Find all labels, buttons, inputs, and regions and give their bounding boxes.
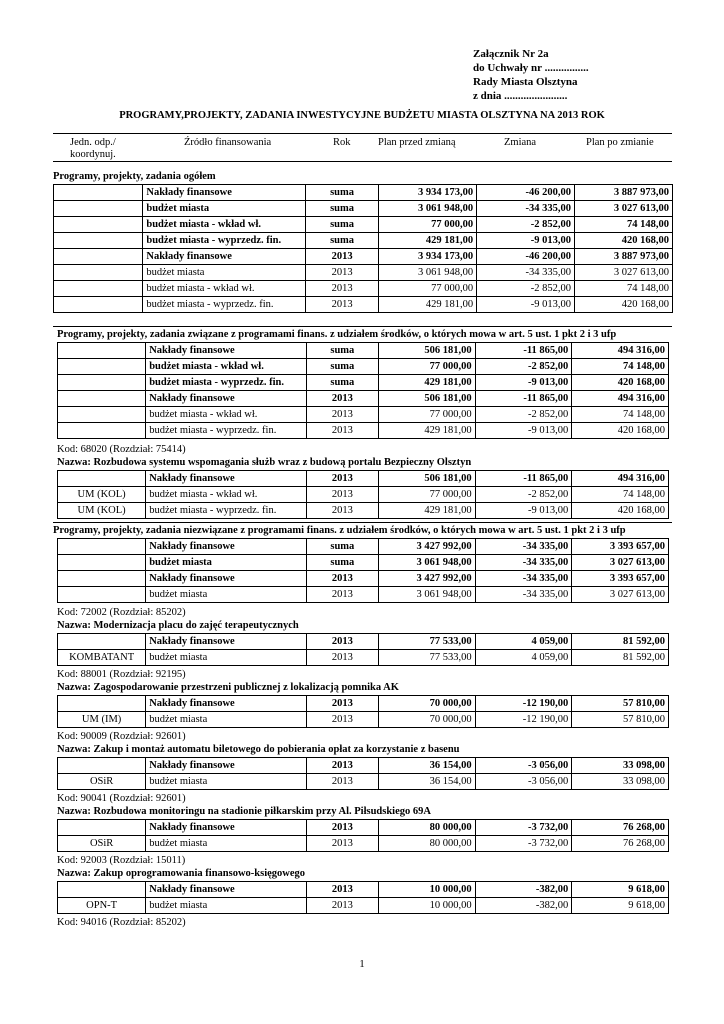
table-cell: budżet miasta - wkład wł. [146,407,306,423]
table-row [58,898,669,914]
data-table [57,695,669,728]
table-cell [58,407,146,423]
table-cell: suma [306,375,378,391]
table-cell: budżet miasta [143,265,306,281]
table-cell: 3 427 992,00 [378,539,475,555]
table-cell [58,539,146,555]
table-cell [58,359,146,375]
table-cell: 2013 [306,898,378,914]
table-cell: budżet miasta - wkład wł. [143,281,306,297]
col-jedn-line2: koordynuj. [70,149,116,160]
col-plan-przed: Plan przed zmianą [378,137,456,148]
table-cell: 2013 [306,587,378,603]
table-cell: Nakłady finansowe [146,571,306,587]
data-table [57,881,669,914]
table-cell: -34 335,00 [475,555,572,571]
table-cell: 76 268,00 [572,836,669,852]
table-cell: budżet miasta - wkład wł. [143,217,306,233]
table-cell: -3 732,00 [475,820,572,836]
table-cell: suma [305,233,378,249]
table-cell: -11 865,00 [475,391,572,407]
table-cell: OPN-T [58,898,146,914]
table-cell [54,249,143,265]
table-cell: 77 000,00 [378,487,475,503]
table-row [54,297,673,313]
table-row [58,758,669,774]
entry-name: Nazwa: Modernizacja placu do zajęć terapeutycznych [57,620,299,631]
table-cell: -2 852,00 [475,359,572,375]
table-cell: 506 181,00 [378,471,475,487]
table-cell: budżet miasta - wyprzedz. fin. [146,503,306,519]
entry-code: Kod: 68020 (Rozdział: 75414) [57,444,186,455]
table-cell: -2 852,00 [477,281,575,297]
section-rule [53,522,672,523]
table-cell: budżet miasta - wkład wł. [146,487,306,503]
table-cell: 494 316,00 [572,343,669,359]
table-cell: 81 592,00 [572,650,669,666]
table-cell: budżet miasta [143,201,306,217]
section-title: Programy, projekty, zadania niezwiązane z programami finans. z udziałem środków, o których mowa w art. 5 ust. 1 pkt 2 i 3 ufp [53,525,626,536]
col-jedn [70,137,116,161]
column-headers [53,133,672,162]
table-cell [58,882,146,898]
table-cell: 81 592,00 [572,634,669,650]
table-row [58,774,669,790]
table-row [58,503,669,519]
table-row [54,281,673,297]
table-cell: 2013 [305,297,378,313]
table-cell: 2013 [306,650,378,666]
table-cell: 2013 [306,471,378,487]
table-cell: suma [305,185,378,201]
entry-code: Kod: 92003 (Rozdział: 15011) [57,855,186,866]
table-cell: 506 181,00 [378,343,475,359]
table-row [58,471,669,487]
table-cell [54,201,143,217]
table-cell: suma [306,343,378,359]
table-cell: -46 200,00 [477,249,575,265]
table-cell: budżet miasta - wyprzedz. fin. [146,423,306,439]
entry-code: Kod: 90041 (Rozdział: 92601) [57,793,186,804]
table-cell: 3 027 613,00 [575,265,673,281]
table-cell: budżet miasta [146,650,306,666]
table-cell: 2013 [306,571,378,587]
table-cell: 2013 [306,634,378,650]
table-cell: -2 852,00 [475,487,572,503]
table-cell [54,185,143,201]
table-cell: 3 061 948,00 [379,265,477,281]
section-rule [53,326,672,327]
table-cell: 80 000,00 [378,836,475,852]
col-rok: Rok [333,137,351,148]
table-cell: -34 335,00 [477,265,575,281]
table-cell [58,634,146,650]
table-cell [58,471,146,487]
table-cell [58,758,146,774]
data-table [57,819,669,852]
table-cell: 33 098,00 [572,758,669,774]
table-cell: 420 168,00 [572,375,669,391]
table-row [54,265,673,281]
table-cell: -9 013,00 [477,297,575,313]
table-cell: 420 168,00 [575,233,673,249]
table-cell: 74 148,00 [572,407,669,423]
col-zrodlo: Źródło finansowania [184,137,272,148]
table-cell: -34 335,00 [475,571,572,587]
table-cell: 2013 [306,487,378,503]
entry-name: Nazwa: Zakup oprogramowania finansowo-księgowego [57,868,306,879]
data-table [57,538,669,603]
table-cell: 3 393 657,00 [572,539,669,555]
section-title: Programy, projekty, zadania ogółem [53,171,216,182]
entry-code: Kod: 88001 (Rozdział: 92195) [57,669,186,680]
table-cell: Nakłady finansowe [146,696,306,712]
table-cell: budżet miasta [146,587,306,603]
table-cell: 74 148,00 [572,487,669,503]
attachment-number: Załącznik Nr 2a [473,48,549,60]
table-cell [58,391,146,407]
table-cell: 420 168,00 [575,297,673,313]
table-cell: 70 000,00 [378,696,475,712]
table-cell: 4 059,00 [475,634,572,650]
entry-name: Nazwa: Zakup i montaż automatu biletowego do pobierania opłat za korzystanie z basenu [57,744,460,755]
table-cell [58,571,146,587]
table-cell: 33 098,00 [572,774,669,790]
table-row [58,650,669,666]
table-row [54,233,673,249]
table-cell: 2013 [306,712,378,728]
table-cell [58,587,146,603]
table-cell: 429 181,00 [378,423,475,439]
table-cell: 70 000,00 [378,712,475,728]
table-cell: 10 000,00 [378,882,475,898]
table-cell: 420 168,00 [572,423,669,439]
table-cell: -3 056,00 [475,758,572,774]
table-cell: 74 148,00 [572,359,669,375]
document-title: PROGRAMY,PROJEKTY, ZADANIA INWESTYCYJNE BUDŻETU MIASTA OLSZTYNA NA 2013 ROK [119,110,605,121]
table-cell: Nakłady finansowe [146,471,306,487]
table-row [58,634,669,650]
table-cell: budżet miasta - wyprzedz. fin. [146,375,306,391]
table-cell: Nakłady finansowe [146,758,306,774]
table-row [58,343,669,359]
table-cell: -3 732,00 [475,836,572,852]
table-cell: budżet miasta [146,555,306,571]
table-cell: 74 148,00 [575,281,673,297]
table-row [58,587,669,603]
table-cell: -9 013,00 [477,233,575,249]
table-cell: 77 000,00 [378,407,475,423]
table-row [58,696,669,712]
table-cell: 2013 [306,820,378,836]
table-cell: budżet miasta [146,774,306,790]
table-cell: 3 027 613,00 [575,201,673,217]
table-cell: 3 061 948,00 [379,201,477,217]
table-cell [54,297,143,313]
table-cell: -34 335,00 [475,539,572,555]
table-cell: Nakłady finansowe [143,185,306,201]
table-cell: 2013 [305,281,378,297]
table-cell: 429 181,00 [378,503,475,519]
table-cell: KOMBATANT [58,650,146,666]
table-cell: 429 181,00 [379,233,477,249]
table-cell [54,217,143,233]
table-cell: suma [306,359,378,375]
table-cell: OSiR [58,836,146,852]
table-cell: -2 852,00 [477,217,575,233]
table-cell [58,820,146,836]
table-row [58,359,669,375]
table-cell: 77 533,00 [378,634,475,650]
table-cell: 3 934 173,00 [379,185,477,201]
table-cell: 420 168,00 [572,503,669,519]
table-cell: 3 887 973,00 [575,249,673,265]
table-row [54,249,673,265]
table-cell: 3 027 613,00 [572,587,669,603]
table-cell: Nakłady finansowe [146,391,306,407]
table-cell [54,265,143,281]
table-cell: -9 013,00 [475,503,572,519]
table-cell: -12 190,00 [475,712,572,728]
table-cell: Nakłady finansowe [146,343,306,359]
table-cell: UM (KOL) [58,503,146,519]
table-cell: -46 200,00 [477,185,575,201]
table-cell: budżet miasta [146,712,306,728]
entry-name: Nazwa: Rozbudowa monitoringu na stadionie piłkarskim przy Al. Piłsudskiego 69A [57,806,431,817]
table-cell: 2013 [306,423,378,439]
table-cell: 57 810,00 [572,712,669,728]
table-cell: 2013 [306,774,378,790]
table-cell: -11 865,00 [475,471,572,487]
table-cell: 3 027 613,00 [572,555,669,571]
entry-name: Nazwa: Zagospodarowanie przestrzeni publicznej z lokalizacją pomnika AK [57,682,399,693]
table-cell: 494 316,00 [572,471,669,487]
section-title: Programy, projekty, zadania związane z programami finans. z udziałem środków, o których mowa w art. 5 ust. 1 pkt 2 i 3 ufp [57,329,617,340]
table-row [58,539,669,555]
table-row [58,820,669,836]
council-name: Rady Miasta Olsztyna [473,76,578,88]
table-cell: 36 154,00 [378,758,475,774]
entry-code: Kod: 94016 (Rozdział: 85202) [57,917,186,928]
table-cell: budżet miasta - wyprzedz. fin. [143,233,306,249]
attachment-header [473,47,589,103]
table-cell: Nakłady finansowe [146,539,306,555]
table-cell: 36 154,00 [378,774,475,790]
table-row [54,201,673,217]
table-cell: 9 618,00 [572,882,669,898]
page-number: 1 [359,958,365,970]
table-cell: 74 148,00 [575,217,673,233]
table-cell: 77 000,00 [379,217,477,233]
table-cell: budżet miasta - wkład wł. [146,359,306,375]
table-cell [58,696,146,712]
table-cell: 2013 [306,391,378,407]
table-cell: suma [306,555,378,571]
table-cell: 3 934 173,00 [379,249,477,265]
table-cell: -3 056,00 [475,774,572,790]
table-cell: budżet miasta - wyprzedz. fin. [143,297,306,313]
table-cell: 2013 [306,882,378,898]
table-row [58,555,669,571]
table-cell: suma [305,201,378,217]
table-cell: -9 013,00 [475,423,572,439]
table-cell [54,233,143,249]
table-cell: -2 852,00 [475,407,572,423]
table-cell: 429 181,00 [378,375,475,391]
table-cell: Nakłady finansowe [143,249,306,265]
resolution-number: do Uchwały nr ................ [473,62,589,74]
table-cell: Nakłady finansowe [146,882,306,898]
table-cell: 429 181,00 [379,297,477,313]
table-cell [58,343,146,359]
table-cell: 4 059,00 [475,650,572,666]
col-zmiana: Zmiana [504,137,537,148]
table-cell: Nakłady finansowe [146,634,306,650]
entry-name: Nazwa: Rozbudowa systemu wspomagania służb wraz z budową portalu Bezpieczny Olsztyn [57,457,472,468]
table-cell: 3 887 973,00 [575,185,673,201]
table-cell: 2013 [306,407,378,423]
table-cell: OSiR [58,774,146,790]
table-cell: 57 810,00 [572,696,669,712]
table-cell: 3 393 657,00 [572,571,669,587]
table-cell: 77 000,00 [379,281,477,297]
table-cell: 2013 [306,758,378,774]
table-row [58,712,669,728]
table-row [58,407,669,423]
data-table [57,470,669,519]
table-cell: 2013 [305,265,378,281]
table-cell: 506 181,00 [378,391,475,407]
col-jedn-line1: Jedn. odp./ [70,137,116,148]
table-row [58,571,669,587]
table-cell: 494 316,00 [572,391,669,407]
table-row [58,391,669,407]
table-row [58,487,669,503]
table-cell: -34 335,00 [477,201,575,217]
table-cell: suma [305,217,378,233]
table-row [58,836,669,852]
table-cell: -9 013,00 [475,375,572,391]
table-row [58,375,669,391]
table-cell: Nakłady finansowe [146,820,306,836]
table-cell: 77 000,00 [378,359,475,375]
data-table [57,757,669,790]
table-cell: budżet miasta [146,898,306,914]
table-cell [58,555,146,571]
table-cell: 2013 [305,249,378,265]
table-row [54,185,673,201]
table-cell: 3 427 992,00 [378,571,475,587]
entry-code: Kod: 90009 (Rozdział: 92601) [57,731,186,742]
table-cell: 3 061 948,00 [378,555,475,571]
col-plan-po: Plan po zmianie [586,137,654,148]
table-cell: 10 000,00 [378,898,475,914]
data-table [57,342,669,439]
table-cell: 2013 [306,836,378,852]
table-cell: -11 865,00 [475,343,572,359]
table-cell [58,423,146,439]
table-cell: budżet miasta [146,836,306,852]
table-cell: suma [306,539,378,555]
data-table [57,633,669,666]
table-cell: 80 000,00 [378,820,475,836]
table-cell: 2013 [306,503,378,519]
table-cell: -34 335,00 [475,587,572,603]
table-cell: UM (IM) [58,712,146,728]
table-cell [54,281,143,297]
table-row [58,882,669,898]
table-cell: 76 268,00 [572,820,669,836]
table-cell: UM (KOL) [58,487,146,503]
table-row [54,217,673,233]
data-table [53,184,673,313]
table-cell: -12 190,00 [475,696,572,712]
entry-code: Kod: 72002 (Rozdział: 85202) [57,607,186,618]
resolution-date: z dnia ....................... [473,90,568,102]
table-cell: 9 618,00 [572,898,669,914]
table-cell: -382,00 [475,882,572,898]
table-cell: -382,00 [475,898,572,914]
table-cell: 3 061 948,00 [378,587,475,603]
table-row [58,423,669,439]
table-cell: 77 533,00 [378,650,475,666]
table-cell: 2013 [306,696,378,712]
table-cell [58,375,146,391]
